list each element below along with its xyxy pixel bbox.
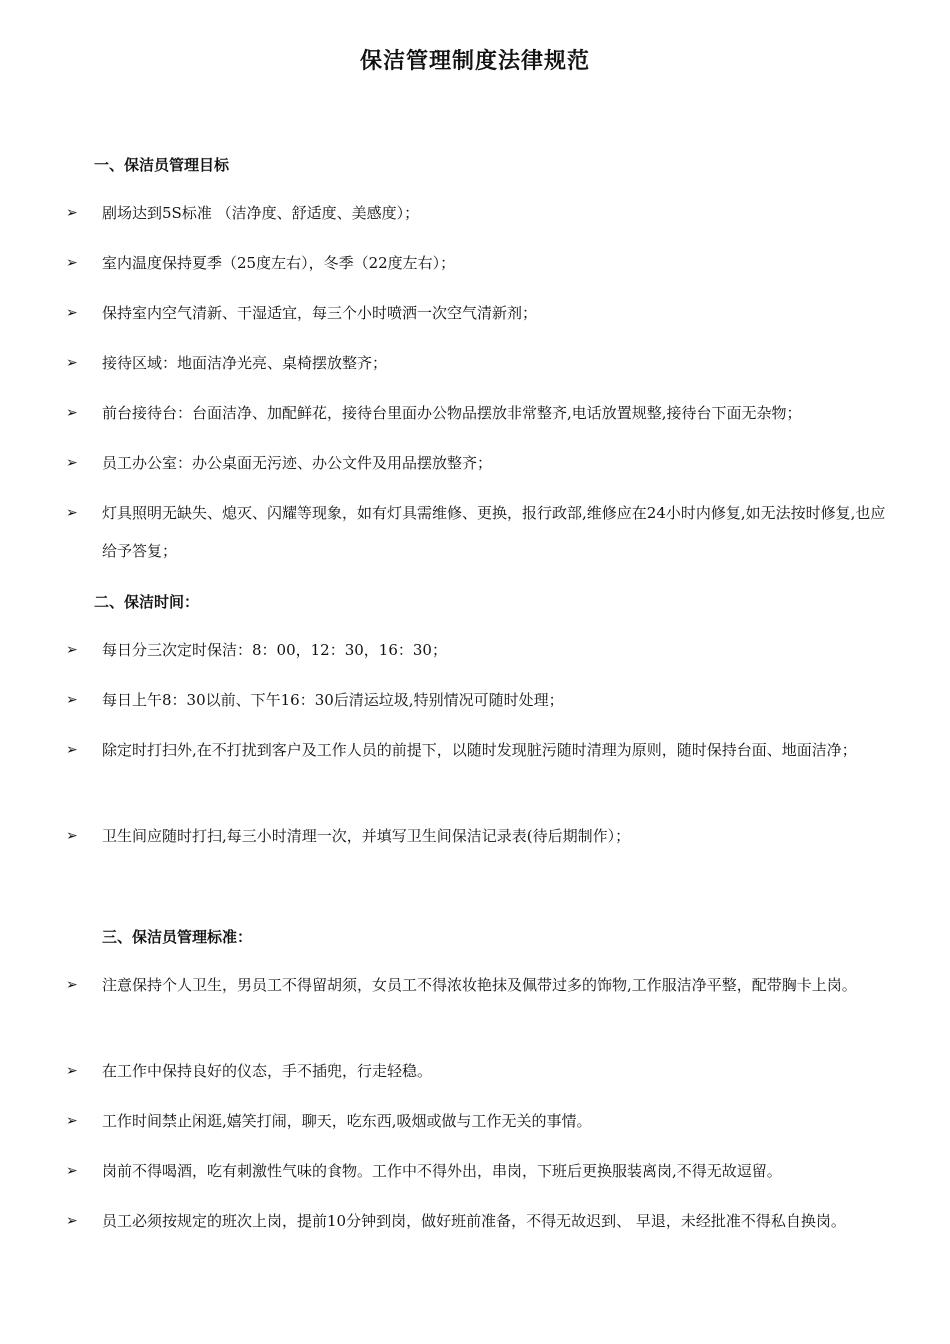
arrow-bullet-icon: ➢ — [66, 405, 78, 421]
list-item-text: 每日上午8：30以前、下午16：30后清运垃圾,特别情况可随时处理； — [102, 691, 564, 709]
arrow-bullet-icon: ➢ — [66, 1213, 78, 1229]
arrow-bullet-icon: ➢ — [66, 455, 78, 471]
list-item-text: 卫生间应随时打扫,每三小时清理一次，并填写卫生间保洁记录表(待后期制作）； — [102, 827, 631, 845]
list-item-text: 员工办公室：办公桌面无污迹、办公文件及用品摆放整齐； — [102, 454, 493, 472]
list-item-text: 注意保持个人卫生，男员工不得留胡须，女员工不得浓妆艳抹及佩带过多的饰物,工作服洁净平整，配带胸卡上岗。 — [102, 976, 857, 994]
section-heading-3: 三、保洁员管理标准： — [102, 928, 253, 946]
arrow-bullet-icon: ➢ — [66, 1063, 78, 1079]
list-item-text: 岗前不得喝酒，吃有刺激性气味的食物。工作中不得外出，串岗，下班后更换服装离岗,不得无故逗留。 — [102, 1162, 782, 1180]
arrow-bullet-icon: ➢ — [66, 742, 78, 758]
arrow-bullet-icon: ➢ — [66, 1113, 78, 1129]
list-item-text: 员工必须按规定的班次上岗，提前10分钟到岗，做好班前准备，不得无故迟到、 早退，未经批准不得私自换岗。 — [102, 1212, 846, 1230]
arrow-bullet-icon: ➢ — [66, 505, 78, 521]
arrow-bullet-icon: ➢ — [66, 642, 78, 658]
section-heading-1: 一、保洁员管理目标 — [94, 156, 230, 174]
arrow-bullet-icon: ➢ — [66, 305, 78, 321]
list-item-text: 前台接待台：台面洁净、加配鲜花，接待台里面办公物品摆放非常整齐,电话放置规整,接待台下面无杂物； — [102, 404, 802, 422]
arrow-bullet-icon: ➢ — [66, 255, 78, 271]
section-heading-2: 二、保洁时间： — [94, 593, 200, 611]
list-item-text: 在工作中保持良好的仪态，手不插兜，行走轻稳。 — [102, 1062, 433, 1080]
list-item-text: 除定时打扫外,在不打扰到客户及工作人员的前提下，以随时发现脏污随时清理为原则，随时保持台面、地面洁净； — [102, 741, 857, 759]
arrow-bullet-icon: ➢ — [66, 205, 78, 221]
arrow-bullet-icon: ➢ — [66, 1163, 78, 1179]
list-item-text: 工作时间禁止闲逛,嬉笑打闹，聊天，吃东西,吸烟或做与工作无关的事情。 — [102, 1112, 592, 1130]
arrow-bullet-icon: ➢ — [66, 355, 78, 371]
arrow-bullet-icon: ➢ — [66, 828, 78, 844]
arrow-bullet-icon: ➢ — [66, 692, 78, 708]
list-item-text: 保持室内空气清新、干湿适宜，每三个小时喷洒一次空气清新剂； — [102, 304, 538, 322]
list-item-text: 灯具照明无缺失、熄灭、闪耀等现象，如有灯具需维修、更换，报行政部,维修应在24小时内修复,如无法按时修复,也应给予答复； — [102, 504, 886, 560]
list-item-text: 每日分三次定时保洁：8：00，12：30，16：30； — [102, 641, 447, 659]
document-title: 保洁管理制度法律规范 — [359, 49, 590, 74]
arrow-bullet-icon: ➢ — [66, 977, 78, 993]
list-item-text: 室内温度保持夏季（25度左右），冬季（22度左右）； — [102, 254, 456, 272]
list-item-text: 剧场达到5S标准 （洁净度、舒适度、美感度）； — [102, 204, 420, 222]
list-item-text: 接待区域：地面洁净光亮、桌椅摆放整齐； — [102, 354, 388, 372]
